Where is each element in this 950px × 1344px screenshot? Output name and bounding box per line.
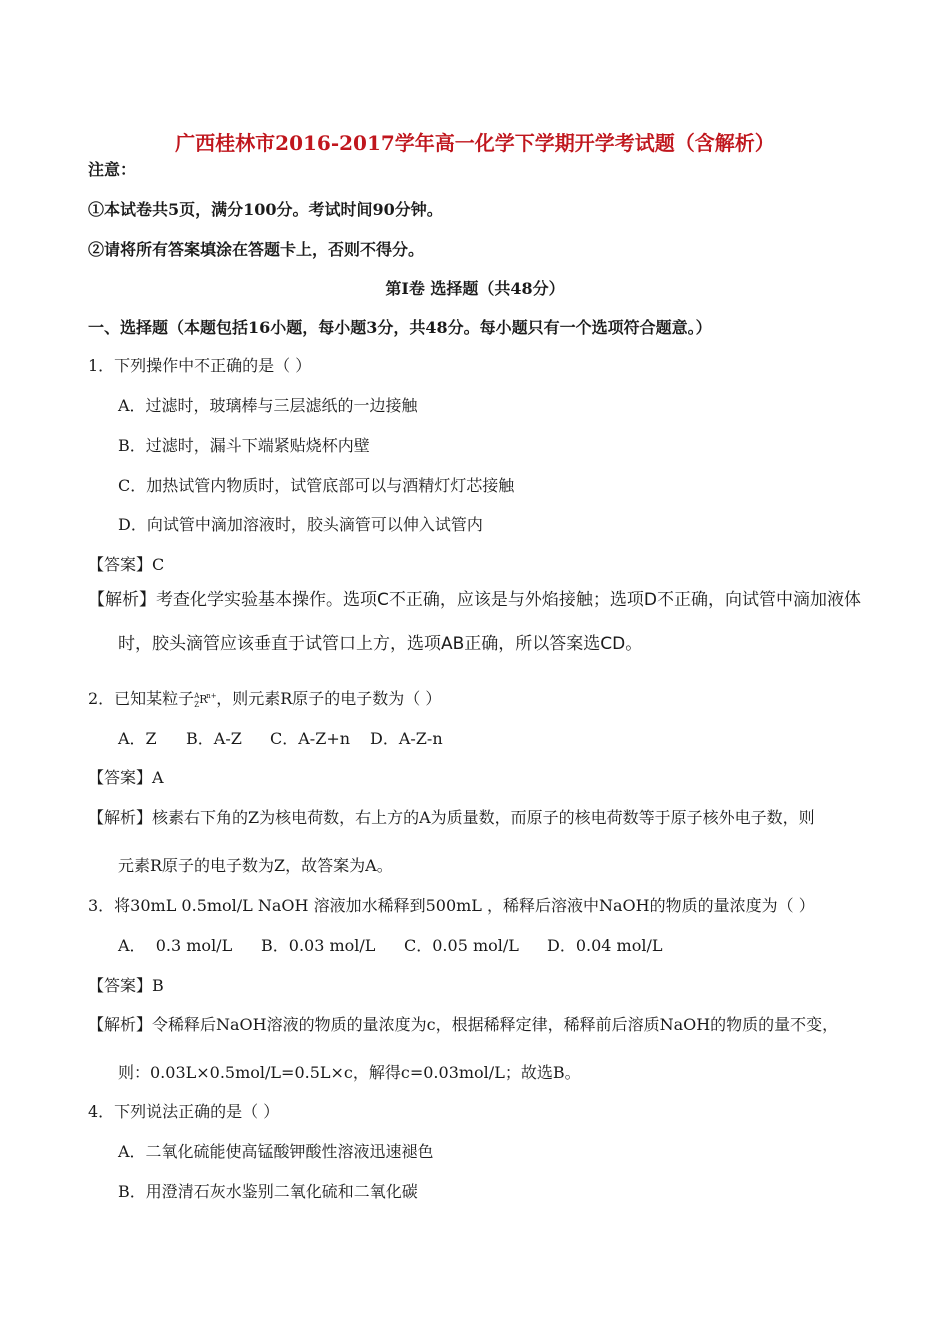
notice-item-2: ②请将所有答案填涂在答题卡上，否则不得分。 <box>88 240 425 259</box>
question-2-stem-suffix: ，则元素R原子的电子数为（ ） <box>216 689 442 708</box>
particle-notation <box>194 689 216 709</box>
question-3-analysis-line-2: 则：0.03L×0.5mol/L=0.5L×c，解得c=0.03mol/L；故选B。 <box>118 1063 581 1082</box>
question-3-option-d: D．0.04 mol/L <box>547 936 663 955</box>
particle-charge: n+ <box>206 692 217 700</box>
question-1-option-b: B．过滤时，漏斗下端紧贴烧杯内壁 <box>118 436 370 455</box>
question-2-option-c: C．A-Z+n <box>270 729 351 748</box>
question-4-option-b: B．用澄清石灰水鉴别二氧化硫和二氧化碳 <box>118 1182 418 1201</box>
document-title: 广西桂林市2016-2017学年高一化学下学期开学考试题（含解析） <box>175 131 775 155</box>
question-3-option-a: A． 0.3 mol/L <box>118 936 233 955</box>
question-1-answer: 【答案】C <box>88 555 165 574</box>
section-title: 第Ⅰ卷 选择题（共48分） <box>385 279 565 298</box>
particle-atomic-number: Z <box>194 701 200 709</box>
question-2-option-b: B．A-Z <box>186 729 242 748</box>
question-4-stem: 4．下列说法正确的是（ ） <box>88 1102 280 1121</box>
notice-heading: 注意： <box>88 160 137 179</box>
question-4-option-a: A．二氧化硫能使高锰酸钾酸性溶液迅速褪色 <box>118 1142 434 1161</box>
notice-item-1: ①本试卷共5页，满分100分。考试时间90分钟。 <box>88 200 443 219</box>
question-2-analysis-line-1: 【解析】核素右下角的Z为核电荷数，右上方的A为质量数，而原子的核电荷数等于原子核外电子数，则 <box>88 808 815 827</box>
particle-symbol: R <box>199 693 208 706</box>
question-3-stem: 3．将30mL 0.5mol/L NaOH 溶液加水稀释到500mL ，稀释后溶液中NaOH的物质的量浓度为（ ） <box>88 896 815 915</box>
question-1-analysis-line-1: 【解析】考查化学实验基本操作。选项C不正确，应该是与外焰接触；选项D不正确，向试管中滴加液体 <box>88 590 861 610</box>
question-3-option-c: C．0.05 mol/L <box>404 936 519 955</box>
part-heading: 一、选择题（本题包括16小题，每小题3分，共48分。每小题只有一个选项符合题意。） <box>88 318 712 337</box>
question-2-option-a: A．Z <box>118 729 157 748</box>
question-3-option-b: B．0.03 mol/L <box>261 936 376 955</box>
question-1-stem: 1．下列操作中不正确的是（ ） <box>88 356 312 375</box>
question-1-option-d: D．向试管中滴加溶液时，胶头滴管可以伸入试管内 <box>118 515 483 534</box>
question-2-option-d: D．A-Z-n <box>370 729 443 748</box>
question-3-analysis-line-1: 【解析】令稀释后NaOH溶液的物质的量浓度为c，根据稀释定律，稀释前后溶质NaOH的物质的量不变， <box>88 1015 839 1034</box>
question-2-stem <box>88 689 441 709</box>
question-2-answer: 【答案】A <box>88 768 164 787</box>
question-2-options <box>118 729 443 749</box>
question-2-stem-prefix: 2．已知某粒子 <box>88 689 195 708</box>
question-1-analysis-line-2: 时，胶头滴管应该垂直于试管口上方，选项AB正确，所以答案选CD。 <box>118 634 643 654</box>
question-3-options <box>118 936 662 956</box>
question-3-answer: 【答案】B <box>88 976 164 995</box>
question-1-option-c: C．加热试管内物质时，试管底部可以与酒精灯灯芯接触 <box>118 476 515 495</box>
question-1-option-a: A．过滤时，玻璃棒与三层滤纸的一边接触 <box>118 396 418 415</box>
question-2-analysis-line-2: 元素R原子的电子数为Z，故答案为A。 <box>118 856 393 875</box>
particle-mass-number: A <box>194 692 200 700</box>
